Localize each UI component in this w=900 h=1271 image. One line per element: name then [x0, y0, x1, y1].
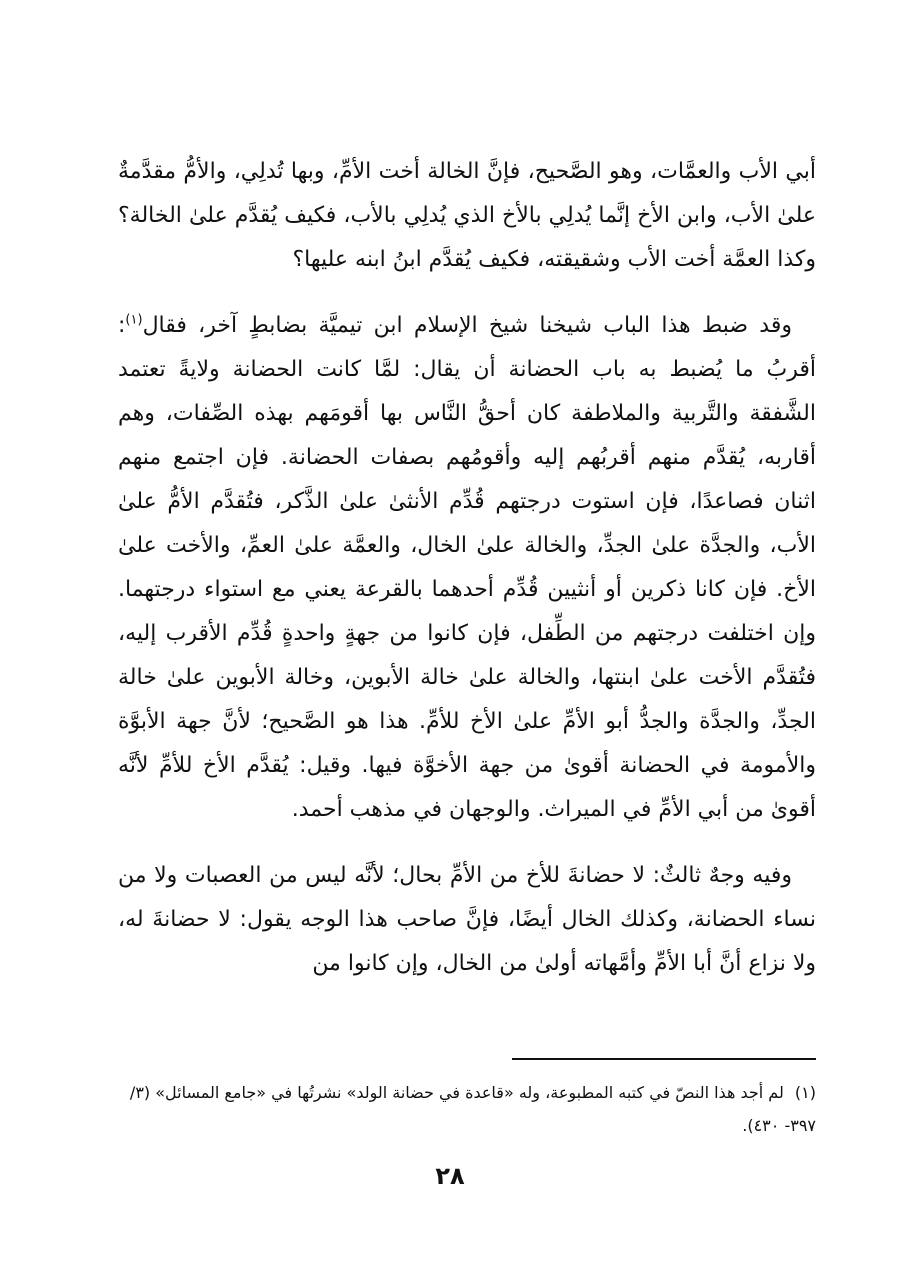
paragraph-2 — [118, 304, 816, 832]
paragraph-2-after-ref: : أقربُ ما يُضبط به باب الحضانة أن يقال: لمَّا كانت الحضانة ولايةً تعتمد الشَّفقة والتَّربية والملاطفة كان أحقُّ النَّاس بها أقومَهم بهذه الصِّفات، وهم أقاربه، يُقدَّم منهم أقربُهم إليه وأقومُهم بصفات الحضانة. فإن اجتمع منهم اثنان فصاعدًا، فإن استوت درجتهم قُدِّم الأنثىٰ علىٰ الذَّكر، فتُقدَّم الأمُّ علىٰ الأب، والجدَّة علىٰ الجدِّ، والخالة علىٰ الخال، والعمَّة علىٰ العمِّ، والأخت علىٰ الأخ. فإن كانا ذكرين أو أنثيين قُدِّم أحدهما بالقرعة يعني مع استواء درجتهما. وإن اختلفت درجتهم من الطِّفل، فإن كانوا من جهةٍ واحدةٍ قُدِّم الأقرب إليه، فتُقدَّم الأخت علىٰ ابنتها، والخالة علىٰ خالة الأبوين، وخالة الأبوين علىٰ خالة الجدِّ، والجدَّة والجدُّ أبو الأمِّ علىٰ الأخ للأمِّ. هذا هو الصَّحيح؛ لأنَّ جهة الأبوَّة والأمومة في الحضانة أقوىٰ من جهة الأخوَّة فيها. وقيل: يُقدَّم الأخ للأمِّ لأنَّه أقوىٰ من أبي الأمِّ في الميراث. والوجهان في مذهب أحمد. — [118, 313, 816, 822]
footnote-text: لم أجد هذا النصّ في كتبه المطبوعة، وله «قاعدة في حضانة الولد» نشرتُها في «جامع المسائل» (٣/ ٣٩٧- ٤٣٠). — [129, 1083, 816, 1135]
footnote — [118, 1076, 816, 1142]
paragraph-1: أبي الأب والعمَّات، وهو الصَّحيح، فإنَّ الخالة أخت الأمِّ، وبها تُدلِي، والأمُّ مقدَّمةٌ علىٰ الأب، وابن الأخ إنَّما يُدلِي بالأخ الذي يُدلِي بالأب، فكيف يُقدَّم علىٰ الخالة؟ وكذا العمَّة أخت الأب وشقيقته، فكيف يُقدَّم ابنُ ابنه عليها؟ — [118, 159, 816, 272]
footnote-divider — [512, 1058, 816, 1060]
footnote-number: (١) — [794, 1083, 816, 1102]
page-number: ٢٨ — [435, 1162, 465, 1190]
footnote-reference: (١) — [125, 312, 143, 328]
main-text — [118, 150, 816, 986]
paragraph-3: وفيه وجهٌ ثالثٌ: لا حضانةَ للأخ من الأمِّ بحال؛ لأنَّه ليس من العصبات ولا من نساء الحضانة، وكذلك الخال أيضًا، فإنَّ صاحب هذا الوجه يقول: لا حضانةَ له، ولا نزاع أنَّ أبا الأمِّ وأمَّهاته أولىٰ من الخال، وإن كانوا من — [118, 863, 816, 976]
paragraph-2-before-ref: وقد ضبط هذا الباب شيخنا شيخ الإسلام ابن تيميَّة بضابطٍ آخر، فقال — [142, 313, 792, 338]
